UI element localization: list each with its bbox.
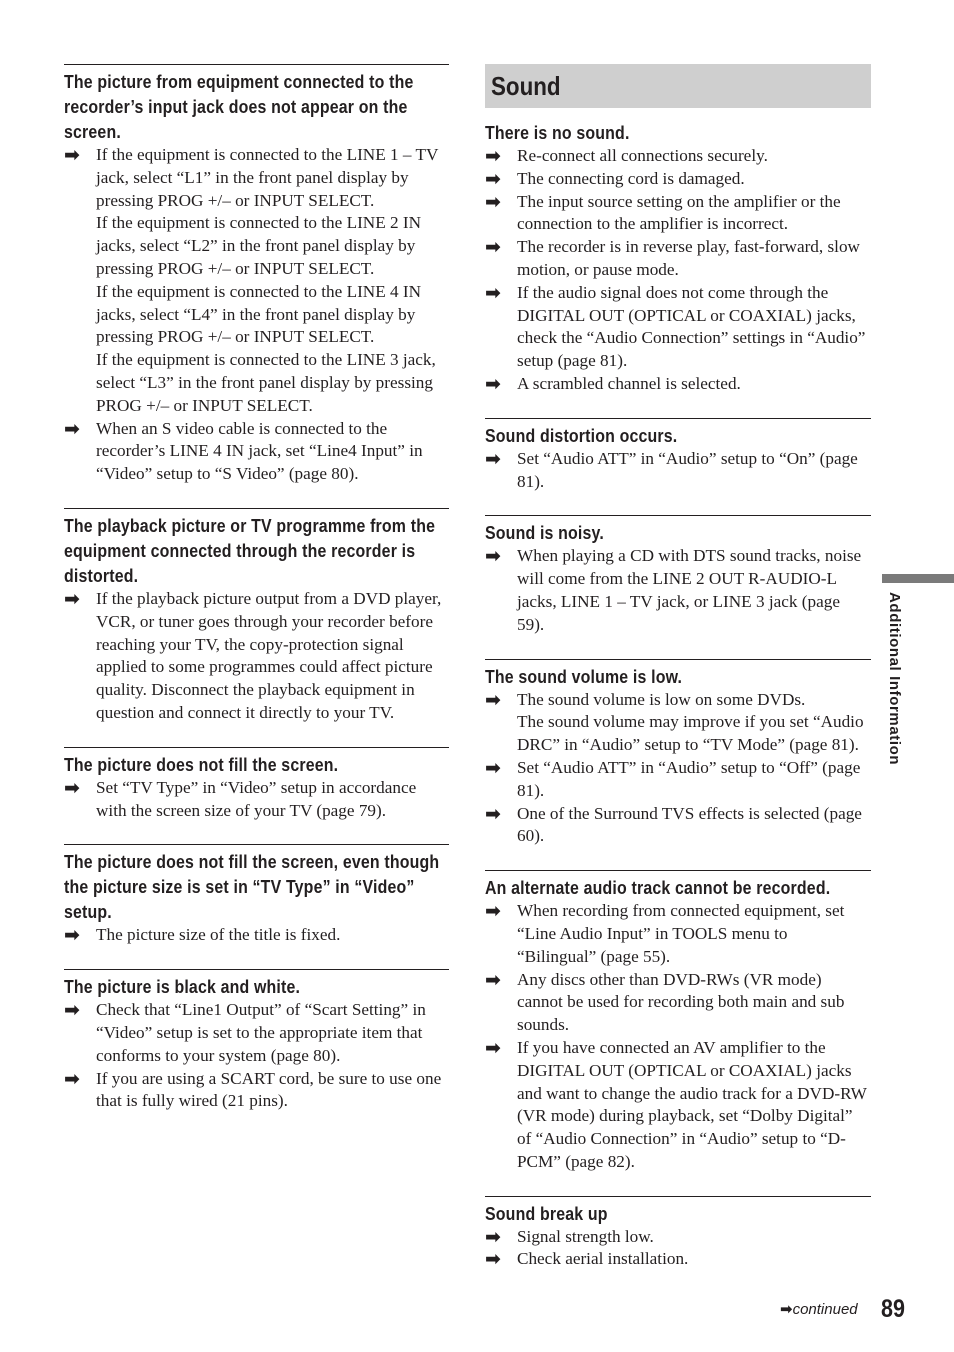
arrow-bullet-icon: ➡ (485, 281, 501, 304)
remedy-list (485, 1226, 871, 1272)
remedy-text: The connecting cord is damaged. (517, 168, 745, 188)
arrow-bullet-icon: ➡ (485, 545, 501, 568)
arrow-bullet-icon: ➡ (485, 145, 501, 167)
arrow-bullet-icon: ➡ (485, 1225, 501, 1248)
remedy-item (64, 144, 449, 418)
remedy-text: The picture size of the title is fixed. (96, 925, 341, 945)
remedy-text: If the equipment is connected to the LINE 3 jack, select “L3” in the front panel display by pressing PROG +/– or INPUT SELECT. (96, 350, 436, 415)
remedy-list (485, 545, 871, 636)
trouble-section (64, 969, 449, 1113)
side-tab-label: Additional Information (886, 592, 903, 766)
remedy-item (64, 1068, 449, 1114)
remedy-item (64, 999, 449, 1067)
remedy-text: Check aerial installation. (517, 1249, 689, 1269)
section-heading: The picture from equipment connected to the recorder’s input jack does not appear on the screen. (64, 71, 414, 142)
remedy-list (64, 144, 449, 486)
section-heading: The playback picture or TV programme from the equipment connected through the recorder is distorted. (64, 514, 436, 586)
remedy-text: The sound volume is low on some DVDs. (517, 689, 806, 709)
right-column (485, 64, 871, 1271)
arrow-bullet-icon: ➡ (485, 900, 501, 923)
arrow-bullet-icon: ➡ (485, 688, 501, 711)
remedy-text: The recorder is in reverse play, fast-forward, slow motion, or pause mode. (517, 237, 860, 279)
remedy-item (485, 236, 871, 282)
remedy-text: Set “TV Type” in “Video” setup in accordance with the screen size of your TV (page 79). (96, 777, 417, 820)
remedy-text: Set “Audio ATT” in “Audio” setup to “Off” (page 81). (517, 757, 861, 800)
remedy-list (64, 777, 449, 823)
remedy-item (485, 803, 871, 849)
remedy-item (485, 689, 871, 757)
remedy-item (485, 1226, 871, 1249)
remedy-text: If you are using a SCART cord, be sure to use one that is fully wired (21 pins). (96, 1068, 442, 1111)
sound-banner-title: Sound (491, 71, 561, 101)
remedy-list (485, 900, 871, 1174)
remedy-text: A scrambled channel is selected. (517, 373, 741, 393)
trouble-section (485, 515, 871, 636)
remedy-list (64, 588, 449, 725)
trouble-section (64, 747, 449, 823)
remedy-item (485, 900, 871, 968)
remedy-text: If you have connected an AV amplifier to the DIGITAL OUT (OPTICAL or COAXIAL) jacks and want to change the audio track for a DVD-RW (VR mode) during playback, set “Dolby Digital” of “Audio Connection” in “Audio” setup to “D-PCM” (page 82). (517, 1037, 867, 1171)
remedy-item (485, 1248, 871, 1271)
remedy-text: Check that “Line1 Output” of “Scart Setting” in “Video” setup is set to the appropriate item that conforms to your system (page 80). (96, 1000, 426, 1065)
remedy-list (485, 145, 871, 396)
remedy-item (485, 1037, 871, 1174)
trouble-section (64, 844, 449, 947)
remedy-text: When playing a CD with DTS sound tracks, noise will come from the LINE 2 OUT R-AUDIO-L jacks, LINE 1 – TV jack, or LINE 3 jack (page 59). (517, 546, 862, 634)
arrow-bullet-icon: ➡ (485, 190, 501, 213)
remedy-list (485, 448, 871, 494)
section-heading: Sound distortion occurs. (485, 424, 678, 446)
side-tab-marker (882, 574, 954, 583)
remedy-text: The input source setting on the amplifier or the connection to the amplifier is incorrect. (517, 191, 841, 234)
section-heading: The picture does not fill the screen. (64, 753, 339, 775)
arrow-bullet-icon: ➡ (485, 447, 501, 470)
page-number: 89 (881, 1295, 905, 1323)
remedy-item (64, 418, 449, 486)
section-heading: Sound break up (485, 1202, 608, 1224)
arrow-bullet-icon: ➡ (64, 587, 80, 610)
trouble-section (485, 870, 871, 1174)
left-column (64, 64, 449, 1113)
remedy-item (64, 588, 449, 725)
remedy-text: Any discs other than DVD-RWs (VR mode) cannot be used for recording both main and sub sounds. (517, 969, 845, 1035)
arrow-bullet-icon: ➡ (485, 1248, 501, 1271)
trouble-section (485, 120, 871, 396)
continued-note (780, 1300, 858, 1318)
section-heading: Sound is noisy. (485, 522, 604, 544)
remedy-list (64, 999, 449, 1113)
remedy-text: If the playback picture output from a DVD player, VCR, or tuner goes through your recorder before reaching your TV, the copy-protection signal applied to some programmes could affect picture quality. Disconnect the playback equipment in question and connect it directly to your TV. (96, 588, 442, 722)
trouble-section (64, 64, 449, 486)
arrow-bullet-icon: ➡ (485, 756, 501, 779)
arrow-bullet-icon: ➡ (64, 1067, 80, 1090)
remedy-text: If the audio signal does not come through the DIGITAL OUT (OPTICAL or COAXIAL) jacks, check the “Audio Connection” settings in “Audio” setup (page 81). (517, 282, 866, 371)
remedy-text: Set “Audio ATT” in “Audio” setup to “On” (page 81). (517, 448, 858, 491)
remedy-list (485, 689, 871, 849)
remedy-text: If the equipment is connected to the LINE 4 IN jacks, select “L4” in the front panel display by pressing PROG +/– or INPUT SELECT. (96, 281, 422, 347)
arrow-bullet-icon: ➡ (485, 1036, 501, 1059)
trouble-section (485, 1196, 871, 1272)
remedy-item (64, 777, 449, 823)
trouble-section (485, 659, 871, 849)
section-heading: An alternate audio track cannot be recorded. (485, 877, 831, 899)
sound-section-banner (485, 64, 871, 108)
arrow-bullet-icon: ➡ (485, 968, 501, 991)
remedy-item (485, 545, 871, 636)
trouble-section (485, 418, 871, 494)
trouble-section (64, 508, 449, 725)
arrow-bullet-icon: ➡ (64, 144, 80, 166)
section-heading: There is no sound. (485, 122, 630, 143)
section-heading: The picture does not fill the screen, even though the picture size is set in “TV Type” in “Video” setup. (64, 851, 440, 923)
remedy-list (64, 924, 449, 947)
arrow-bullet-icon: ➡ (64, 776, 80, 799)
remedy-item (485, 448, 871, 494)
remedy-text: Re-connect all connections securely. (517, 146, 768, 165)
section-heading: The picture is black and white. (64, 976, 301, 998)
remedy-text: When an S video cable is connected to the recorder’s LINE 4 IN jack, set “Line4 Input” in “Video” setup to “S Video” (page 80). (96, 418, 423, 484)
arrow-bullet-icon: ➡ (64, 999, 80, 1022)
remedy-item (64, 924, 449, 947)
remedy-text: When recording from connected equipment, set “Line Audio Input” in TOOLS menu to “Bilingual” (page 55). (517, 901, 845, 966)
remedy-item (485, 757, 871, 803)
section-heading: The sound volume is low. (485, 665, 683, 687)
remedy-text: If the equipment is connected to the LINE 1 – TV jack, select “L1” in the front panel display by pressing PROG +/– or INPUT SELECT. (96, 145, 439, 210)
remedy-item (485, 191, 871, 237)
remedy-item (485, 373, 871, 396)
arrow-bullet-icon: ➡ (485, 167, 501, 190)
continued-arrow-icon: ➡ (780, 1300, 793, 1318)
remedy-text: The sound volume may improve if you set “Audio DRC” in “Audio” setup to “TV Mode” (page 81). (517, 712, 864, 755)
arrow-bullet-icon: ➡ (485, 372, 501, 395)
arrow-bullet-icon: ➡ (485, 236, 501, 259)
arrow-bullet-icon: ➡ (485, 802, 501, 825)
remedy-item (485, 168, 871, 191)
remedy-text: If the equipment is connected to the LINE 2 IN jacks, select “L2” in the front panel display by pressing PROG +/– or INPUT SELECT. (96, 213, 422, 278)
arrow-bullet-icon: ➡ (64, 924, 80, 947)
remedy-text: Signal strength low. (517, 1226, 654, 1246)
remedy-text: One of the Surround TVS effects is selected (page 60). (517, 803, 862, 846)
remedy-item (485, 282, 871, 373)
remedy-item (485, 969, 871, 1037)
arrow-bullet-icon: ➡ (64, 417, 80, 440)
continued-label: continued (792, 1301, 858, 1318)
sound-sections (485, 120, 871, 1271)
remedy-item (485, 145, 871, 168)
